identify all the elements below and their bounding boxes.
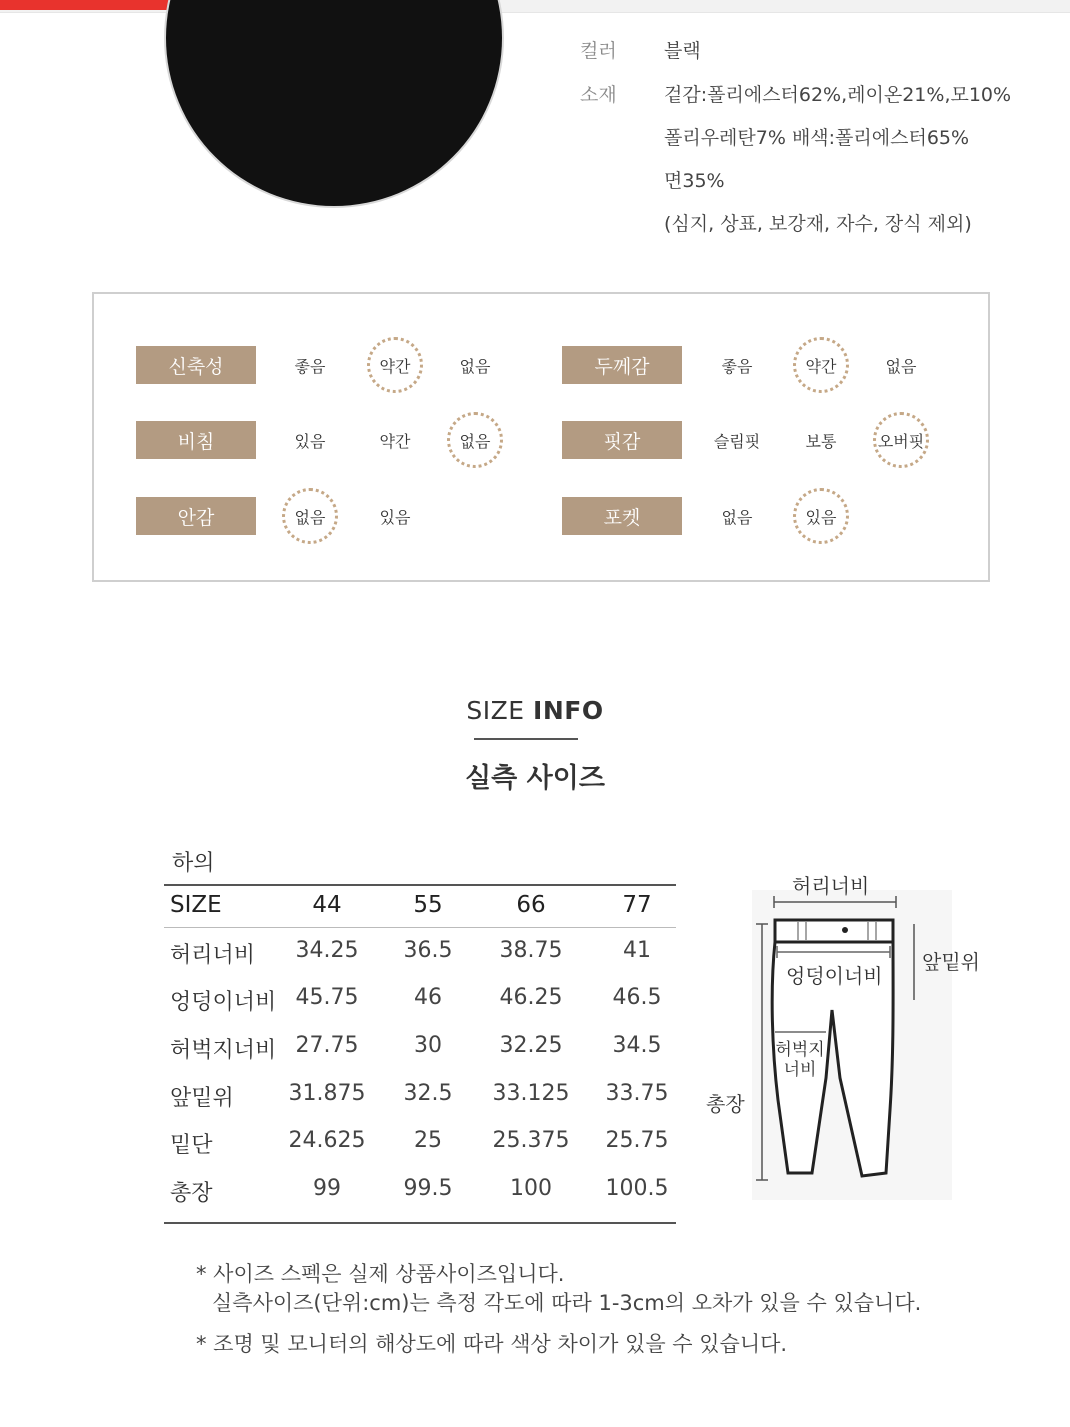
diagram-thigh-label-line2: 너비 [783,1060,817,1080]
diagram-rise-label: 앞밑위 [922,950,980,974]
spec-material-line: 폴리우레탄7% 배색:폴리에스터65% [664,127,970,149]
pants-illustration [700,860,1000,1210]
attribute-option: 없음 [459,431,491,451]
table-header-cell: 44 [312,892,342,918]
table-cell: 33.75 [605,1081,669,1106]
attribute-label: 핏감 [562,421,682,459]
attribute-option: 좋음 [294,356,326,376]
table-cell: 32.5 [403,1081,453,1106]
size-info-title-bold: INFO [533,696,604,725]
table-row-label: 허리너비 [170,943,256,968]
diagram-length-label: 총장 [706,1092,745,1116]
table-cell: 46.25 [499,985,563,1010]
diagram-thigh-label-line1: 허벅지 [775,1040,825,1060]
table-cell: 25.75 [605,1128,669,1153]
table-cell: 25 [414,1128,442,1153]
table-cell: 45.75 [295,985,359,1010]
attribute-option: 없음 [459,356,491,376]
table-cell: 34.25 [295,938,359,963]
table-cell: 27.75 [295,1033,359,1058]
table-row-label: 총장 [170,1181,213,1206]
size-note: 실측사이즈(단위:cm)는 측정 각도에 따라 1-3cm의 오차가 있을 수 있습니다. [212,1291,922,1315]
attribute-option: 좋음 [721,356,753,376]
table-top-rule [164,884,676,886]
top-bar [0,0,1070,13]
table-cell: 100 [510,1176,552,1201]
size-info-subtitle: 실측 사이즈 [465,763,605,794]
table-cell: 36.5 [403,938,453,963]
spec-material-line: 겉감:폴리에스터62%,레이온21%,모10% [664,84,1012,106]
size-info-title-light: SIZE [466,696,525,725]
table-header-cell: 55 [413,892,443,918]
size-note: * 조명 및 모니터의 해상도에 따라 색상 차이가 있을 수 있습니다. [196,1332,788,1356]
attribute-option: 약간 [379,431,411,451]
attribute-option: 없음 [885,356,917,376]
table-row-label: 허벅지너비 [170,1038,277,1063]
table-header-cell: SIZE [170,892,222,918]
table-bottom-rule [164,1222,676,1224]
table-header-rule [164,927,676,928]
table-cell: 99 [313,1176,341,1201]
attribute-option: 슬림핏 [713,431,761,451]
attribute-option: 있음 [294,431,326,451]
table-cell: 32.25 [499,1033,563,1058]
spec-color-label: 컬러 [580,40,617,62]
table-cell: 99.5 [403,1176,453,1201]
table-cell: 30 [414,1033,442,1058]
attribute-option: 있음 [379,507,411,527]
attribute-option: 약간 [379,356,411,376]
attribute-option: 없음 [721,507,753,527]
attribute-label: 포켓 [562,497,682,535]
table-cell: 46 [414,985,442,1010]
diagram-hip-label: 엉덩이너비 [786,964,883,988]
table-cell: 38.75 [499,938,563,963]
color-swatch [166,0,502,206]
attribute-option: 약간 [805,356,837,376]
table-cell: 33.125 [492,1081,570,1106]
table-header-cell: 66 [516,892,546,918]
diagram-waist-label: 허리너비 [792,874,870,898]
diagram-thigh-label [774,1040,826,1080]
table-caption: 하의 [172,851,215,876]
product-attributes-box [92,292,990,582]
spec-material-label: 소재 [580,84,617,106]
size-info-title [0,696,1070,725]
table-cell: 31.875 [288,1081,366,1106]
table-cell: 100.5 [605,1176,669,1201]
pants-diagram [700,860,1000,1210]
attribute-label: 두께감 [562,346,682,384]
table-row-label: 엉덩이너비 [170,990,277,1015]
table-cell: 24.625 [288,1128,366,1153]
size-note: * 사이즈 스펙은 실제 상품사이즈입니다. [196,1262,565,1286]
table-cell: 41 [623,938,651,963]
attribute-option: 있음 [805,507,837,527]
table-cell: 34.5 [612,1033,662,1058]
table-header-cell: 77 [622,892,652,918]
attribute-label: 안감 [136,497,256,535]
table-row-label: 앞밑위 [170,1086,234,1111]
attribute-option: 보통 [805,431,837,451]
attribute-option: 없음 [294,507,326,527]
table-row-label: 밑단 [170,1133,213,1158]
attribute-option: 오버핏 [877,431,925,451]
table-cell: 25.375 [492,1128,570,1153]
spec-color-value: 블랙 [664,40,701,62]
spec-material-line: 면35% [664,170,725,192]
attribute-label: 신축성 [136,346,256,384]
spec-material-line: (심지, 상표, 보강재, 자수, 장식 제외) [664,213,972,235]
title-divider [474,738,578,740]
table-cell: 46.5 [612,985,662,1010]
attribute-label: 비침 [136,421,256,459]
